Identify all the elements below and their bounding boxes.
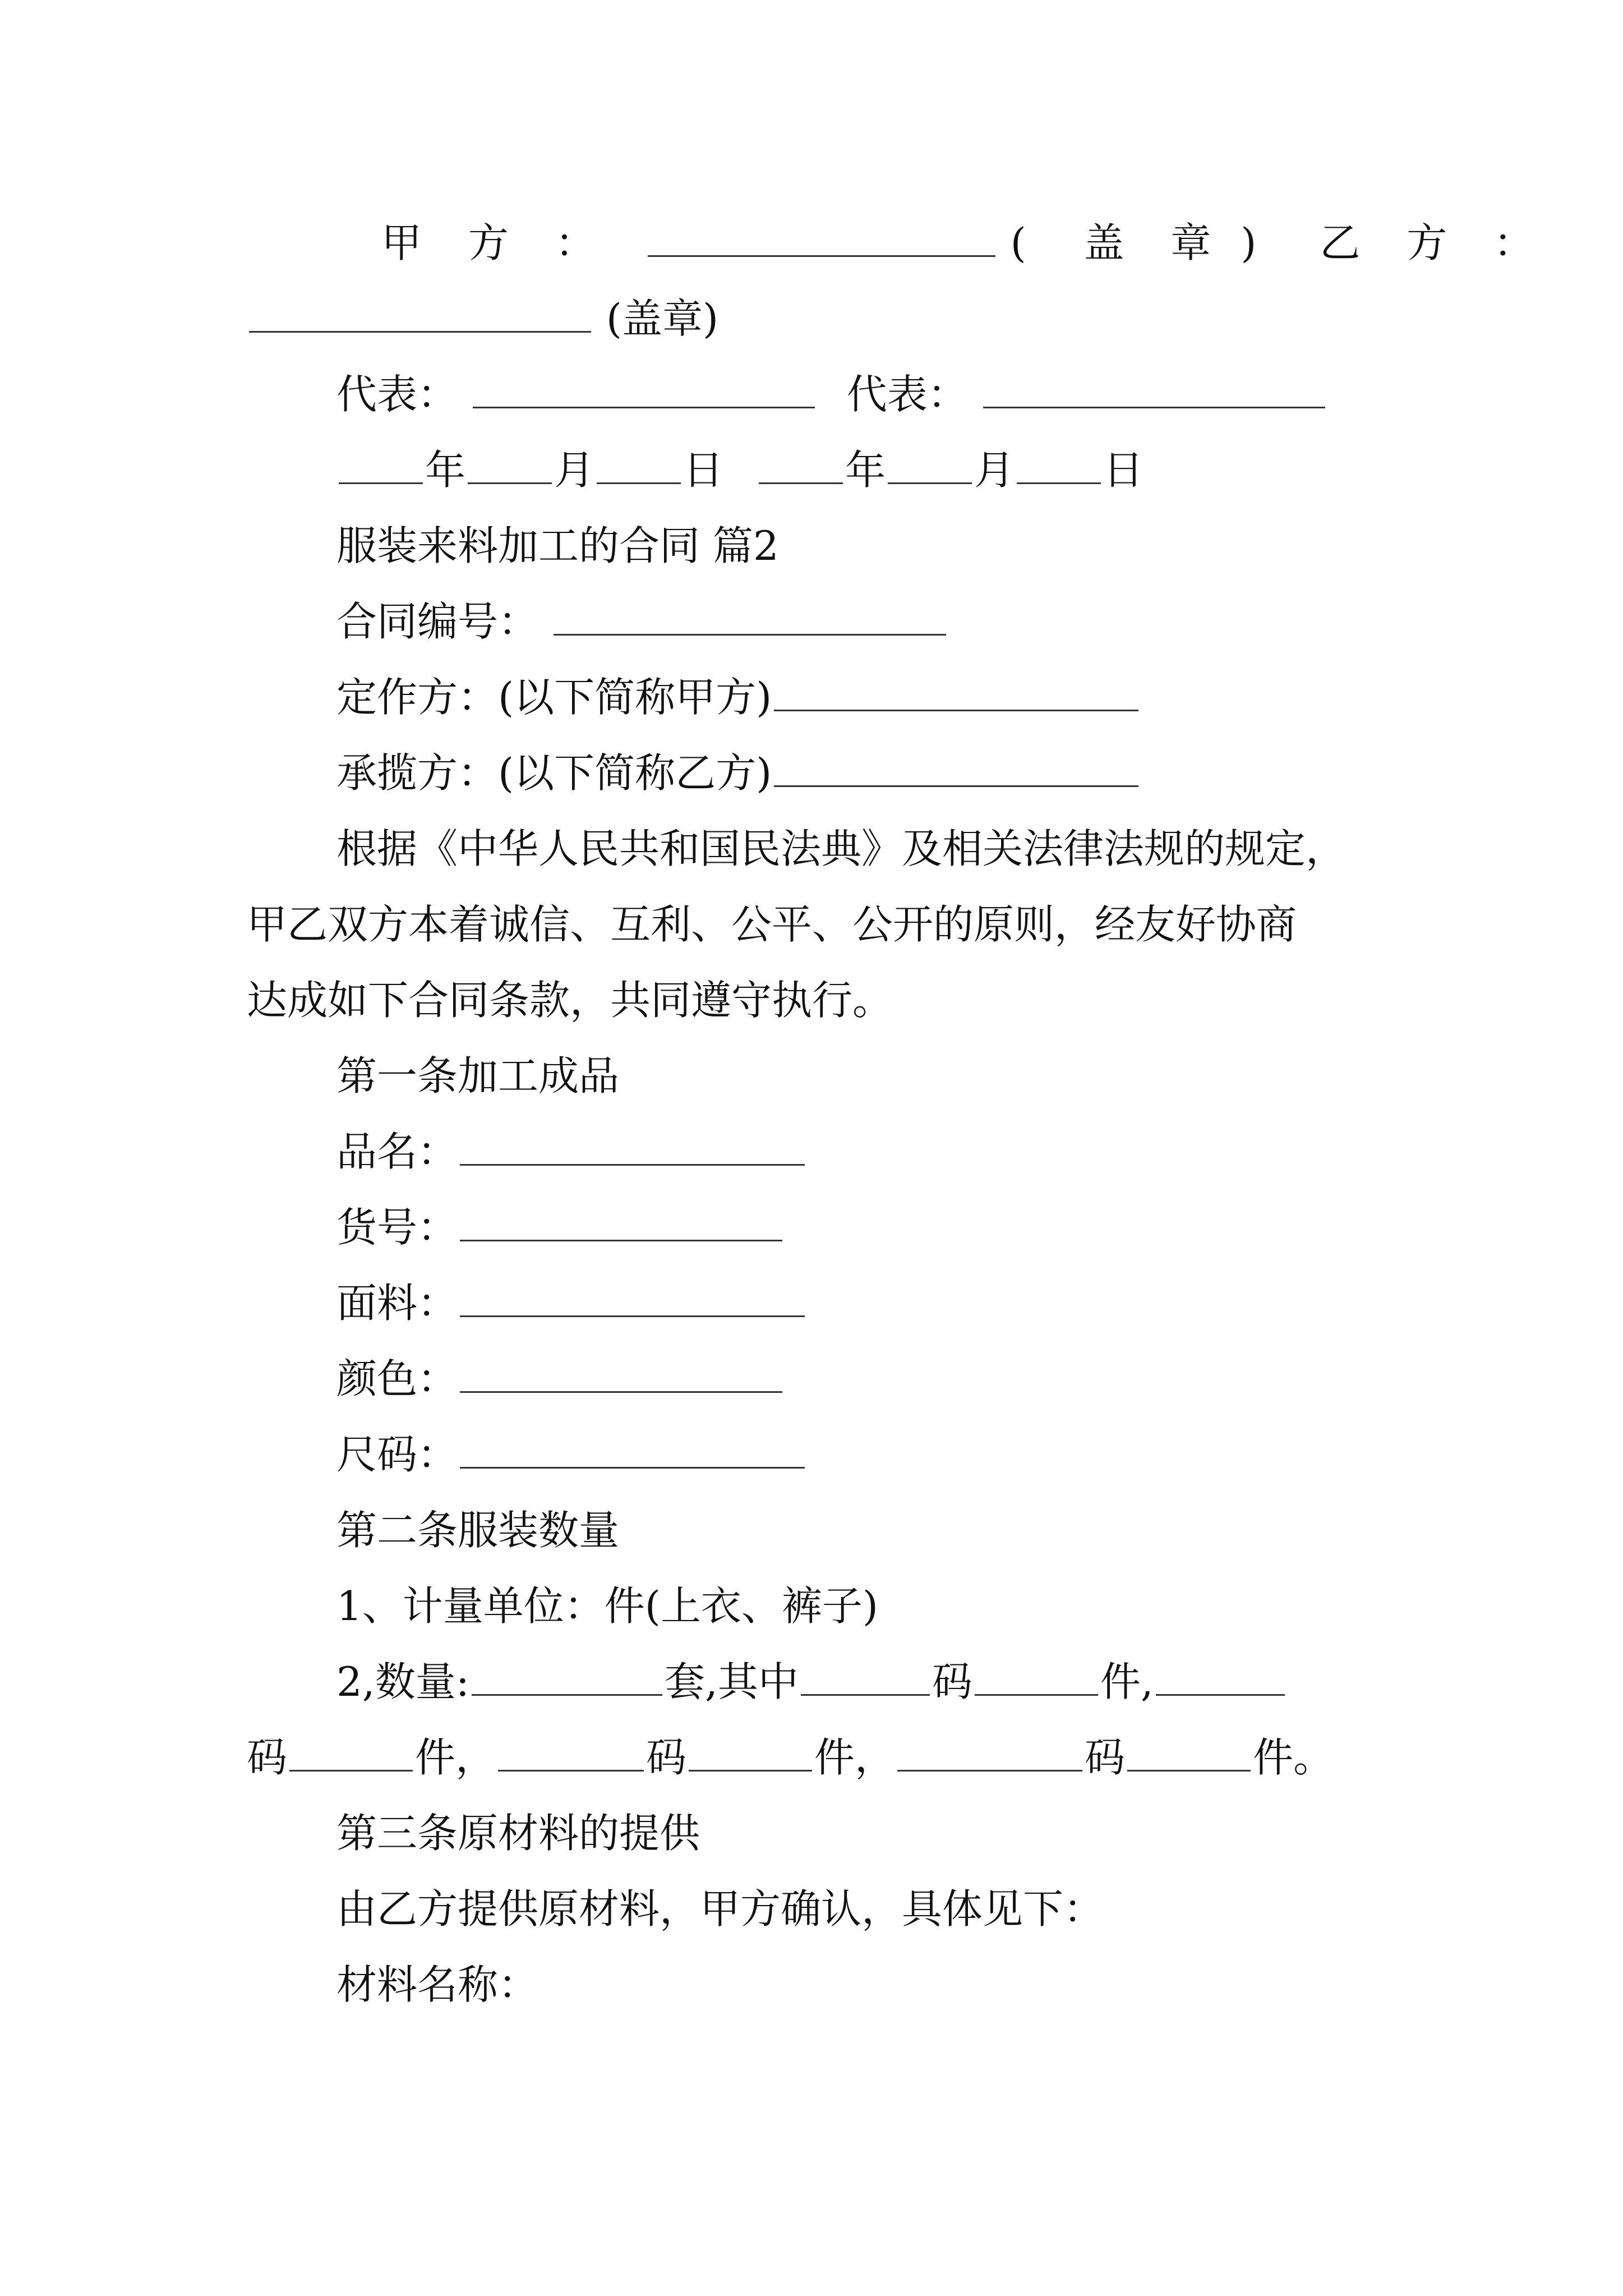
field-fabric [336, 1276, 807, 1330]
set-text: 套,其中 [664, 1658, 799, 1705]
field-blank [460, 1428, 805, 1469]
party-b-definition: 承揽方：(以下简称乙方) [336, 749, 772, 797]
field-label: 面料： [336, 1280, 458, 1327]
article-2-title: 第二条服装数量 [336, 1507, 620, 1554]
party-a-definition: 定作方：(以下简称甲方) [336, 674, 772, 721]
seal-word: 盖 章 [1083, 219, 1228, 266]
field-blank [460, 1200, 782, 1241]
article-1-title: 第一条加工成品 [336, 1052, 620, 1099]
field-size [336, 1428, 807, 1481]
party-b-definition-line [336, 746, 1141, 800]
signature-line-2 [247, 292, 718, 346]
month-b-blank [888, 443, 972, 484]
field-blank [460, 1276, 805, 1317]
quantity-line-1 [336, 1655, 1287, 1709]
year-b: 年 [845, 447, 886, 494]
seal-line-2: (盖章) [606, 295, 719, 342]
section-heading: 服装来料加工的合同 篇2 [336, 522, 779, 569]
measurement-unit: 1、计量单位：件(上衣、裤子) [336, 1582, 878, 1630]
size-text: 码 [1085, 1734, 1126, 1781]
day-b-blank [1017, 443, 1101, 484]
size-text: 码 [932, 1658, 972, 1705]
piece-blank [975, 1655, 1098, 1696]
month-a: 月 [554, 447, 595, 494]
quantity-line-2 [247, 1731, 1334, 1784]
date-line [336, 443, 1144, 497]
intro-line-2: 甲乙双方本着诚信、互利、公平、公开的原则，经友好协商 [247, 901, 1297, 948]
year-b-blank [759, 443, 843, 484]
article-3-body: 由乙方提供原材料，甲方确认，具体见下： [336, 1885, 1104, 1932]
size-blank [897, 1731, 1082, 1772]
rep-a-blank [473, 367, 815, 408]
piece-text: 件， [814, 1734, 896, 1781]
size-blank [1156, 1655, 1285, 1696]
party-a-label: 甲 方 ： [381, 219, 612, 266]
field-blank [460, 1352, 782, 1393]
field-item-number [336, 1200, 785, 1254]
month-b: 月 [974, 447, 1015, 494]
size-text: 码 [247, 1734, 288, 1781]
seal-close: ) [1241, 219, 1257, 266]
party-b-blank [249, 292, 591, 333]
contract-number-label: 合同编号： [336, 598, 539, 645]
contract-number-line [336, 595, 948, 648]
field-product-name [336, 1125, 807, 1179]
piece-text: 件， [415, 1734, 496, 1781]
field-blank [460, 1125, 805, 1166]
field-label: 货号： [336, 1204, 458, 1251]
party-a-blank [648, 216, 995, 257]
field-color [336, 1352, 785, 1406]
seal-open: ( [1010, 219, 1026, 266]
contract-number-blank [554, 595, 946, 636]
quantity-blank [472, 1655, 662, 1696]
piece-end-text: 件。 [1253, 1734, 1334, 1781]
rep-b-label: 代表： [846, 371, 968, 418]
rep-a-label: 代表： [336, 371, 458, 418]
party-b-definition-blank [774, 746, 1138, 787]
signature-line-1 [381, 216, 1551, 270]
size-blank [498, 1731, 644, 1772]
intro-line-1: 根据《中华人民共和国民法典》及相关法律法规的规定， [336, 825, 1347, 872]
field-label: 颜色： [336, 1355, 458, 1402]
piece-blank [1127, 1731, 1251, 1772]
size-blank [801, 1655, 930, 1696]
piece-blank [689, 1731, 812, 1772]
field-label: 品名： [336, 1128, 458, 1175]
field-label: 尺码： [336, 1431, 458, 1478]
year-a-blank [339, 443, 423, 484]
party-a-definition-blank [774, 670, 1138, 711]
article-3-title: 第三条原材料的提供 [336, 1810, 700, 1857]
year-a: 年 [425, 447, 466, 494]
party-a-definition-line [336, 670, 1141, 724]
day-a-blank [597, 443, 681, 484]
piece-text: 件, [1100, 1658, 1154, 1705]
size-text: 码 [646, 1734, 687, 1781]
intro-line-3: 达成如下合同条款，共同遵守执行。 [247, 977, 893, 1024]
day-a: 日 [683, 447, 724, 494]
piece-blank [289, 1731, 413, 1772]
party-b-label: 乙 方 ： [1320, 219, 1551, 266]
quantity-label: 2,数量: [336, 1658, 469, 1705]
day-b: 日 [1103, 447, 1144, 494]
rep-b-blank [983, 367, 1325, 408]
representative-line [336, 367, 1327, 421]
month-a-blank [468, 443, 552, 484]
material-name-label: 材料名称： [336, 1961, 539, 2008]
